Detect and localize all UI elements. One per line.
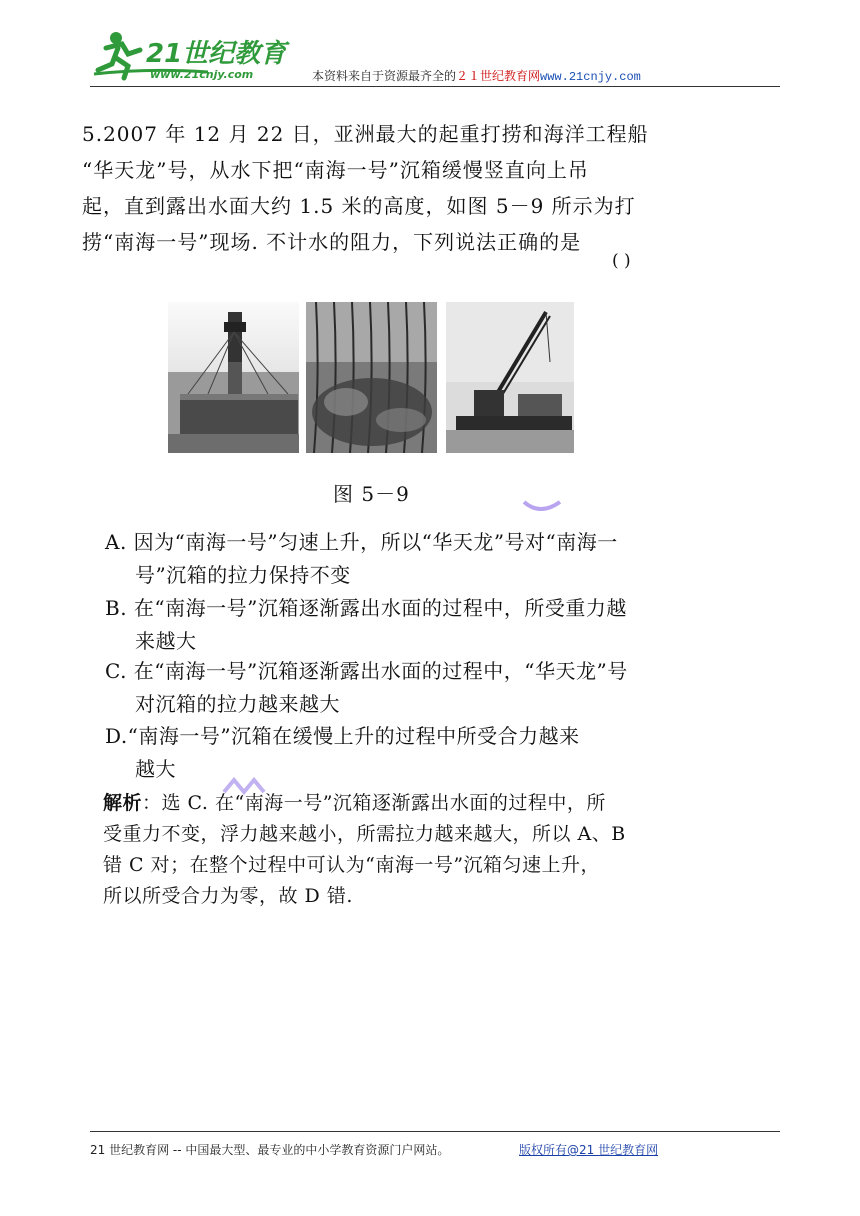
- answer-bracket: ( ): [612, 251, 631, 271]
- question-line: 捞“南海一号”现场. 不计水的阻力，下列说法正确的是: [82, 230, 582, 254]
- site-logo: [88, 24, 298, 84]
- question-line: “华天龙”号，从水下把“南海一号”沉箱缓慢竖直向上吊: [82, 158, 589, 182]
- figure-photo-underwater: [306, 302, 437, 453]
- analysis-block: [103, 788, 693, 912]
- question-text: [82, 116, 702, 260]
- figure-photo-crane-ship: [446, 302, 574, 453]
- header-note-prefix: 本资料来自于资源最齐全的: [312, 69, 457, 83]
- watermark-mark: [520, 500, 564, 516]
- option-line-cont: 来越大: [135, 629, 197, 653]
- option-line: B. 在“南海一号”沉箱逐渐露出水面的过程中，所受重力越: [105, 596, 627, 620]
- header-divider: [90, 86, 780, 87]
- analysis-line: 受重力不变，浮力越来越小，所需拉力越来越大，所以 A、B: [103, 823, 626, 845]
- option-line: C. 在“南海一号”沉箱逐渐露出水面的过程中，“华天龙”号: [105, 659, 628, 683]
- option-c: [105, 655, 695, 721]
- figure-caption: 图 5－9: [333, 482, 410, 506]
- option-line-cont: 越大: [135, 757, 176, 781]
- option-line-cont: 对沉箱的拉力越来越大: [135, 692, 340, 716]
- option-line: A. 因为“南海一号”匀速上升，所以“华天龙”号对“南海一: [105, 530, 618, 554]
- footer-divider: [90, 1131, 780, 1132]
- option-line: D.“南海一号”沉箱在缓慢上升的过程中所受合力越来: [105, 724, 580, 748]
- question-line: 起，直到露出水面大约 1.5 米的高度，如图 5－9 所示为打: [82, 194, 636, 218]
- figure-photo-barge: [168, 302, 299, 453]
- footer-text: 21 世纪教育网 -- 中国最大型、最专业的中小学教育资源门户网站。: [90, 1143, 450, 1157]
- svg-text:www.21cnjy.com: www.21cnjy.com: [150, 68, 254, 81]
- option-a: [105, 526, 695, 592]
- option-d: [105, 720, 695, 786]
- analysis-label: 解析: [103, 792, 143, 814]
- svg-text:21世纪教育: 21世纪教育: [146, 39, 287, 69]
- question-line: 5.2007 年 12 月 22 日，亚洲最大的起重打捞和海洋工程船: [82, 122, 649, 146]
- footer-copyright-link[interactable]: 版权所有@21 世纪教育网: [519, 1143, 659, 1157]
- analysis-line: 错 C 对；在整个过程中可认为“南海一号”沉箱匀速上升，: [103, 854, 601, 876]
- header-note-highlight: ２１世纪教育网: [456, 69, 541, 83]
- option-line-cont: 号”沉箱的拉力保持不变: [135, 563, 351, 587]
- header-note: [312, 67, 641, 84]
- option-b: [105, 592, 695, 658]
- analysis-line: ：选 C. 在“南海一号”沉箱逐渐露出水面的过程中，所: [142, 792, 606, 814]
- analysis-line: 所以所受合力为零，故 D 错.: [103, 885, 353, 907]
- runner-logo-icon: [88, 24, 298, 84]
- header-note-url[interactable]: www.21cnjy.com: [540, 70, 641, 84]
